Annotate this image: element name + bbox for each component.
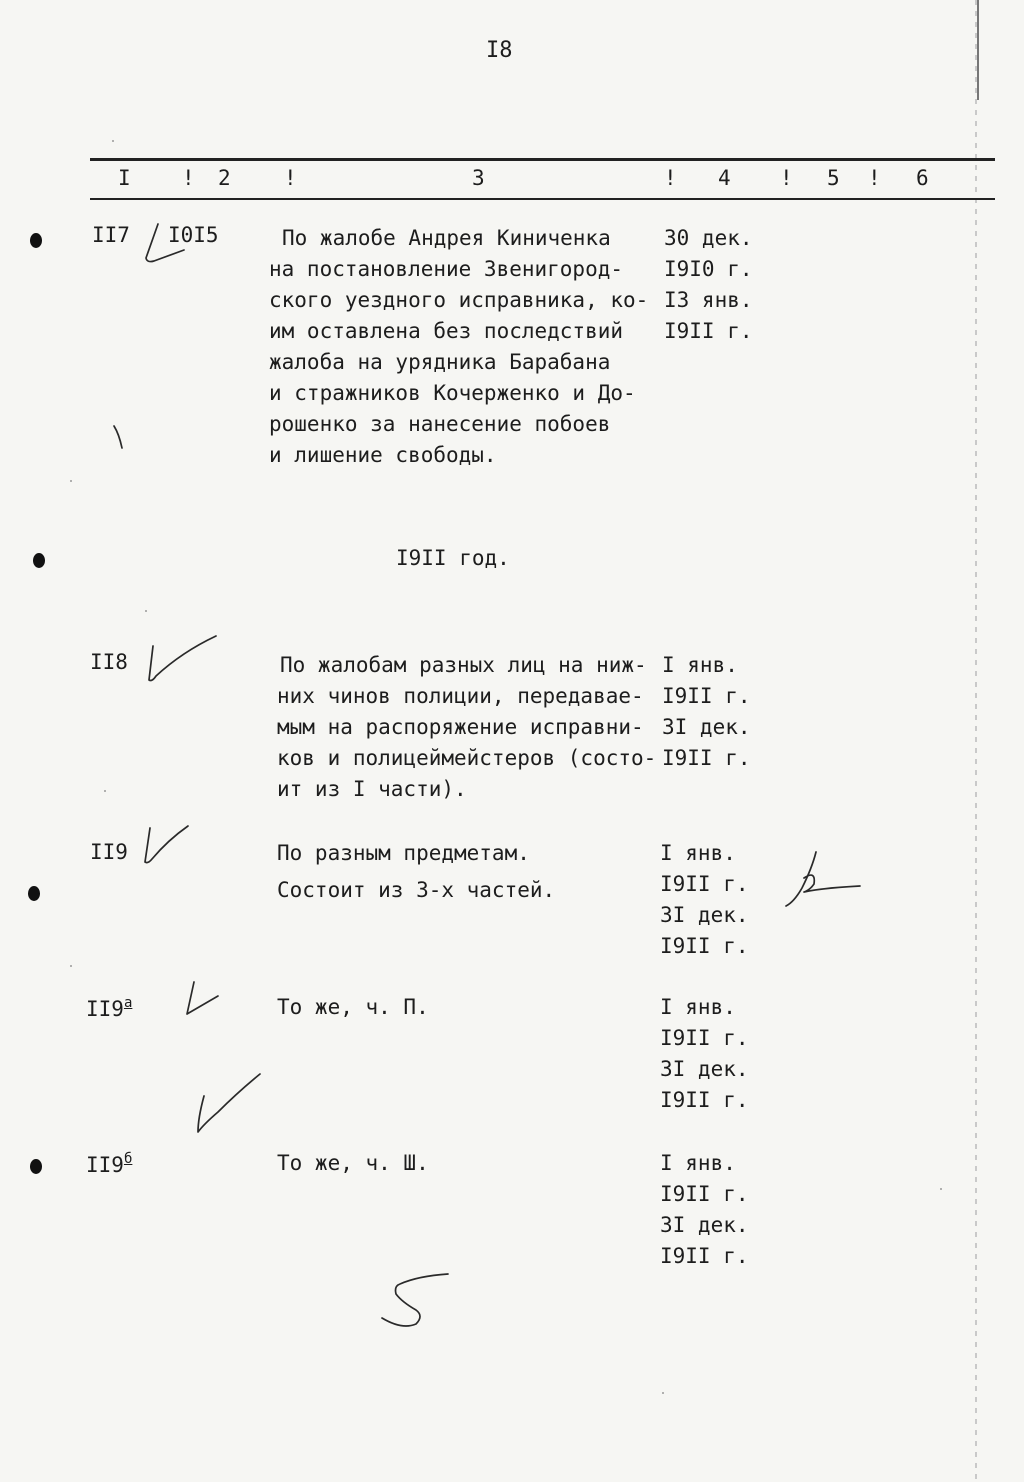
entry-number: II8 (90, 650, 128, 674)
page-number: I8 (486, 38, 513, 63)
entry-number-superscript: б (123, 1151, 133, 1167)
column-header-6: 6 (916, 166, 929, 190)
entry-date: 3I дек. (660, 903, 749, 927)
entry-date: 3I дек. (662, 715, 751, 739)
handwritten-checkmark (140, 822, 194, 870)
entry-date: I9II г. (660, 1088, 749, 1112)
entry-date: I9II г. (664, 319, 753, 343)
entry-number-superscript: а (123, 995, 133, 1011)
entry-date: 3I дек. (660, 1213, 749, 1237)
speck (662, 1392, 664, 1394)
entry-number: II9 (90, 840, 128, 864)
handwritten-checkmark (180, 978, 224, 1022)
entry-date: I9II г. (662, 746, 751, 770)
entry-text-line: них чинов полиции, передавае- (277, 684, 644, 708)
entry-text-line: мым на распоряжение исправни- (277, 715, 644, 739)
entry-text-line: им оставлена без последствий (269, 319, 624, 343)
handwritten-tick (110, 422, 130, 456)
entry-date: I9II г. (660, 872, 749, 896)
column-header-2: 2 (218, 166, 231, 190)
entry-date: I янв. (660, 995, 736, 1019)
entry-date: I3 янв. (664, 288, 753, 312)
speck (112, 140, 114, 142)
entry-number (86, 995, 132, 1021)
entry-date: I9II г. (660, 1244, 749, 1268)
entry-text-line: То же, ч. П. (277, 995, 429, 1019)
entry-text-line: на постановление Звенигород- (269, 257, 624, 281)
binding-hole (33, 553, 45, 568)
entry-text-line: ков и полицеймейстеров (состо- (277, 746, 657, 770)
entry-date: I янв. (660, 841, 736, 865)
entry-old-number: I0I5 (168, 223, 219, 247)
entry-date: 3I дек. (660, 1057, 749, 1081)
entry-date: I9II г. (662, 684, 751, 708)
entry-date: 30 дек. (664, 226, 753, 250)
entry-date: I9II г. (660, 1026, 749, 1050)
entry-text-line: ского уездного исправника, ко- (269, 288, 649, 312)
entry-text-line: жалоба на урядника Барабана (269, 350, 611, 374)
binding-hole (30, 1159, 42, 1174)
column-header-5: 5 (827, 166, 840, 190)
header-top-rule (90, 158, 995, 161)
column-separator: ! (868, 166, 881, 190)
binding-hole (28, 886, 40, 901)
column-separator: ! (284, 166, 297, 190)
entry-number-main: II9 (86, 1153, 124, 1177)
speck (70, 965, 72, 967)
entry-number-main: II9 (86, 997, 124, 1021)
column-header-3: 3 (472, 166, 485, 190)
column-header-4: 4 (718, 166, 731, 190)
entry-text-line: и стражников Кочерженко и До- (269, 381, 636, 405)
column-separator: ! (182, 166, 195, 190)
entry-number: II7 (92, 223, 130, 247)
handwritten-mark (782, 848, 864, 910)
entry-text-line: По разным предметам. (277, 841, 530, 865)
entry-text-line: ит из I части). (277, 777, 467, 801)
entry-date: I9I0 г. (664, 257, 753, 281)
entry-text-line: рошенко за нанесение побоев (269, 412, 611, 436)
speck (104, 790, 106, 792)
handwritten-checkmark (188, 1070, 266, 1140)
entry-date: I9II г. (660, 934, 749, 958)
year-heading: I9II год. (396, 546, 510, 570)
entry-text-line: и лишение свободы. (269, 443, 497, 467)
speck (70, 480, 72, 482)
speck (145, 610, 147, 612)
entry-text-line: То же, ч. Ш. (277, 1151, 429, 1175)
entry-date: I9II г. (660, 1182, 749, 1206)
column-header-1: I (118, 166, 131, 190)
handwritten-checkmark (140, 632, 222, 692)
page-edge-perforation (975, 0, 977, 1482)
header-bottom-rule (90, 198, 995, 200)
binding-hole (30, 233, 42, 248)
entry-number (86, 1151, 132, 1177)
entry-date: I янв. (660, 1151, 736, 1175)
handwritten-checkmark (140, 218, 200, 268)
page-edge-line (977, 0, 979, 100)
entry-text-line: По жалобе Андрея Киниченка (282, 226, 611, 250)
column-separator: ! (664, 166, 677, 190)
handwritten-number (372, 1268, 454, 1334)
entry-date: I янв. (662, 653, 738, 677)
column-separator: ! (780, 166, 793, 190)
entry-text-line: По жалобам разных лиц на ниж- (280, 653, 647, 677)
speck (940, 1188, 942, 1190)
entry-text-line: Состоит из 3-х частей. (277, 878, 556, 902)
